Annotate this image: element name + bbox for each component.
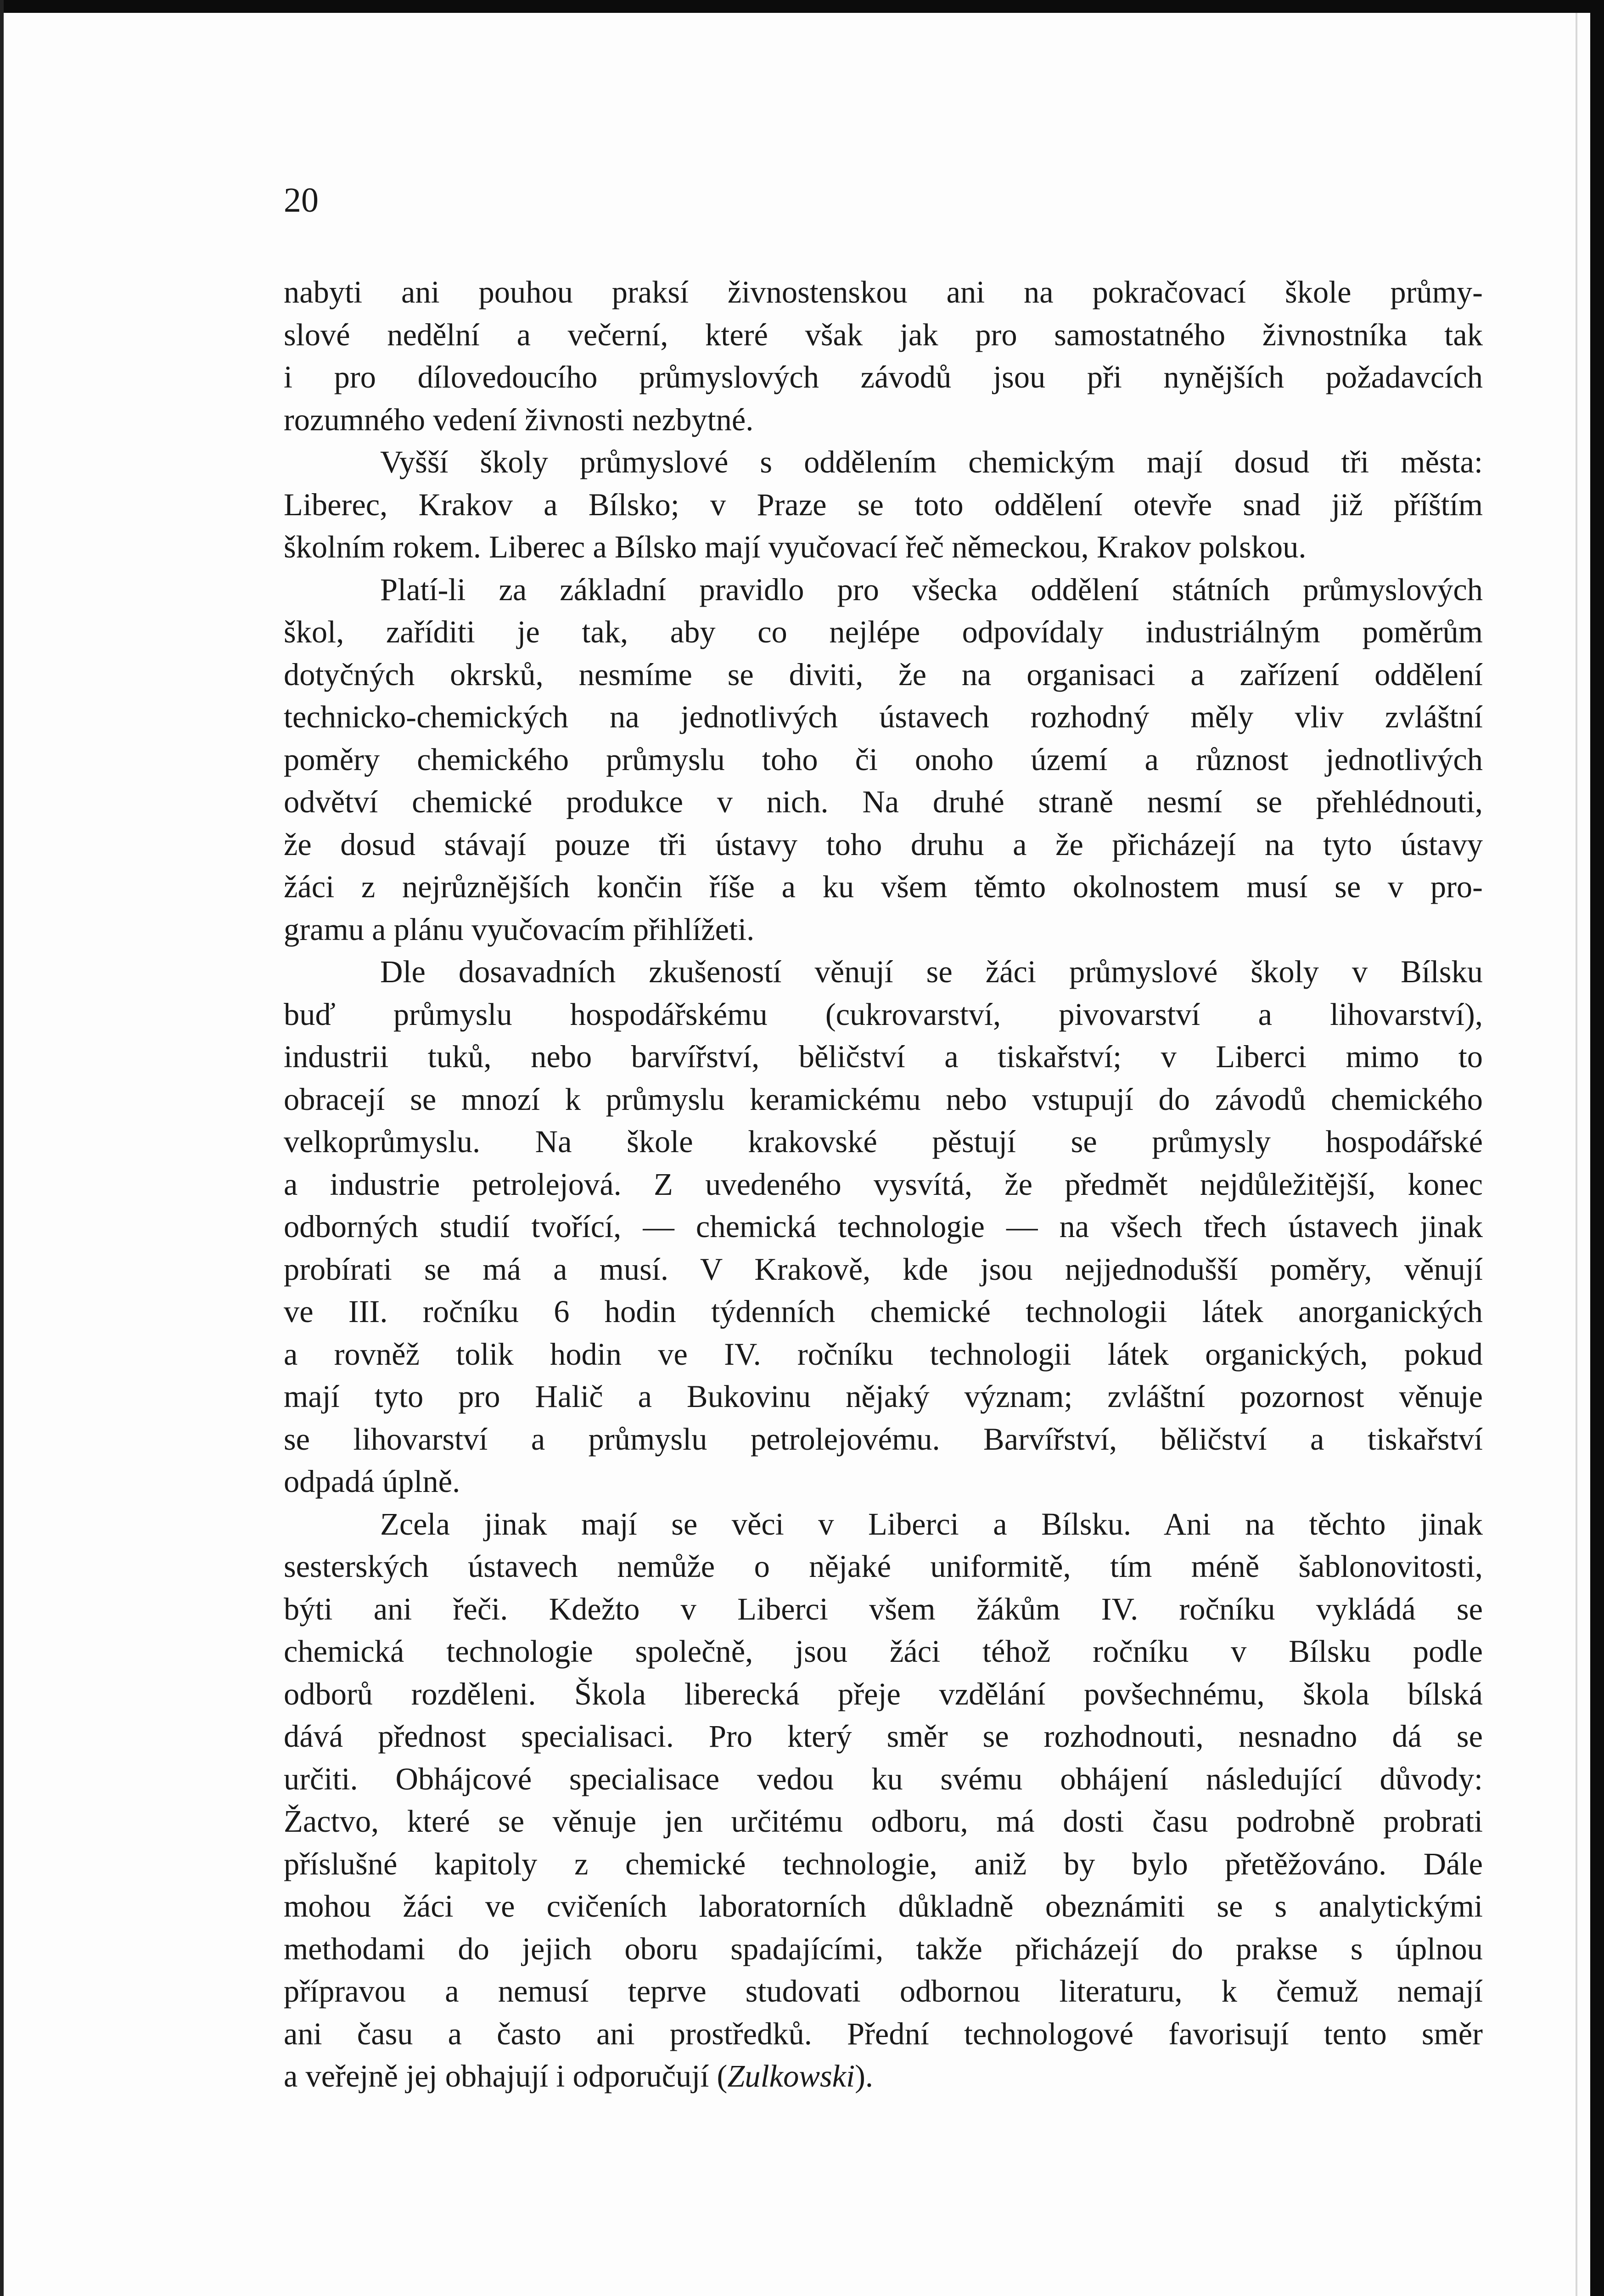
text-line: mohou žáci ve cvičeních laboratorních důkladně obeznámiti se s analytickými [284,1889,1483,1924]
text-line: gramu a plánu vyučovacím přihlížeti. [284,912,755,947]
paragraph [284,568,1483,951]
text-line: příslušné kapitoly z chemické technologie, aniž by bylo přetěžováno. Dále [284,1846,1483,1881]
scan-border-left [0,0,4,2296]
text-line: slové nedělní a večerní, které však jak pro samostatného živnostníka tak [284,317,1483,352]
paragraph [284,1503,1483,2098]
text-line: buď průmyslu hospodářskému (cukrovarství, pivovarství a lihovarství), [284,996,1483,1032]
text-line: dotyčných okrsků, nesmíme se diviti, že na organisaci a zařízení oddělení [284,657,1483,692]
paragraph [284,951,1483,1503]
text-line: chemická technologie společně, jsou žáci téhož ročníku v Bílsku podle [284,1634,1483,1669]
text-line: a rovněž tolik hodin ve IV. ročníku technologii látek organických, pokud [284,1336,1483,1372]
body-text [284,271,1483,2098]
text-line: Zcela jinak mají se věci v Liberci a Bílsku. Ani na těchto jinak [380,1506,1483,1542]
text-line: odborných studií tvořící, — chemická technologie — na všech třech ústavech jinak [284,1209,1483,1244]
text-fragment: ). [855,2059,874,2093]
text-line: poměry chemického průmyslu toho či onoho území a různost jednotlivých [284,742,1483,777]
text-line: a industrie petrolejová. Z uvedeného vysvítá, že předmět nejdůležitější, konec [284,1166,1483,1202]
text-line [284,2055,1483,2098]
text-line: Platí-li za základní pravidlo pro všecka oddělení státních průmyslových [380,572,1483,607]
text-line: přípravou a nemusí teprve studovati odbornou literaturu, k čemuž nemají [284,1974,1483,2009]
scan-border-top [0,0,1604,13]
text-line: i pro dílovedoucího průmyslových závodů jsou při nynějších požadavcích [284,360,1483,394]
text-line: odborů rozděleni. Škola liberecká přeje vzdělání povšechnému, škola bílská [284,1676,1483,1711]
scan-edge-shadow [1576,13,1577,2296]
text-line: ve III. ročníku 6 hodin týdenních chemické technologii látek anorganických [284,1294,1483,1329]
text-line: žáci z nejrůznějších končin říše a ku všem těmto okolnostem musí se v pro- [284,869,1483,904]
text-line: rozumného vedení živnosti nezbytné. [284,402,754,437]
text-line: býti ani řeči. Kdežto v Liberci všem žákům IV. ročníku vykládá se [284,1591,1483,1626]
text-line: methodami do jejich oboru spadajícími, takže přicházejí do prakse s úplnou [284,1931,1483,1966]
text-line: ani času a často ani prostředků. Přední technologové favorisují tento směr [284,2016,1483,2051]
text-line: dává přednost specialisaci. Pro který směr se rozhodnouti, nesnadno dá se [284,1719,1483,1754]
text-line: škol, zaříditi je tak, aby co nejlépe odpovídaly industriálným poměrům [284,614,1483,649]
text-line: Liberec, Krakov a Bílsko; v Praze se toto oddělení otevře snad již příštím [284,487,1483,522]
text-line: nabyti ani pouhou praksí živnostenskou ani na pokračovací škole průmy- [284,275,1483,310]
text-line: mají tyto pro Halič a Bukovinu nějaký význam; zvláštní pozornost věnuje [284,1379,1483,1414]
paragraph [284,271,1483,441]
text-line: obracejí se mnozí k průmyslu keramickému nebo vstupují do závodů chemického [284,1081,1483,1117]
text-line: industrii tuků, nebo barvířství, běličství a tiskařství; v Liberci mimo to [284,1039,1483,1074]
scan-border-right [1590,0,1604,2296]
text-line: probírati se má a musí. V Krakově, kde jsou nejjednodušší poměry, věnují [284,1251,1483,1287]
text-line: odpadá úplně. [284,1464,460,1499]
text-line: Žactvo, které se věnuje jen určitému odboru, má dosti času podrobně probrati [284,1804,1483,1839]
text-line: sesterských ústavech nemůže o nějaké uniformitě, tím méně šablonovitosti, [284,1549,1483,1584]
text-line: že dosud stávají pouze tři ústavy toho druhu a že přicházejí na tyto ústavy [284,827,1483,862]
text-line: školním rokem. Liberec a Bílsko mají vyučovací řeč německou, Krakov polskou. [284,529,1307,564]
text-line: Dle dosavadních zkušeností věnují se žáci průmyslové školy v Bílsku [380,954,1483,989]
page-number: 20 [284,181,319,219]
author-citation: Zulkowski [727,2059,855,2093]
text-fragment: a veřejně jej obhajují i odporučují ( [284,2059,728,2093]
text-line: technicko-chemických na jednotlivých ústavech rozhodný měly vliv zvláštní [284,699,1483,734]
text-line: se lihovarství a průmyslu petrolejovému. Barvířství, běličství a tiskařství [284,1421,1483,1457]
text-line: Vyšší školy průmyslové s oddělením chemickým mají dosud tři města: [380,445,1483,479]
paragraph [284,441,1483,568]
text-line: určiti. Obhájcové specialisace vedou ku svému obhájení následující důvody: [284,1761,1483,1796]
text-line: odvětví chemické produkce v nich. Na druhé straně nesmí se přehlédnouti, [284,784,1483,819]
text-line: velkoprůmyslu. Na škole krakovské pěstují se průmysly hospodářské [284,1124,1483,1159]
